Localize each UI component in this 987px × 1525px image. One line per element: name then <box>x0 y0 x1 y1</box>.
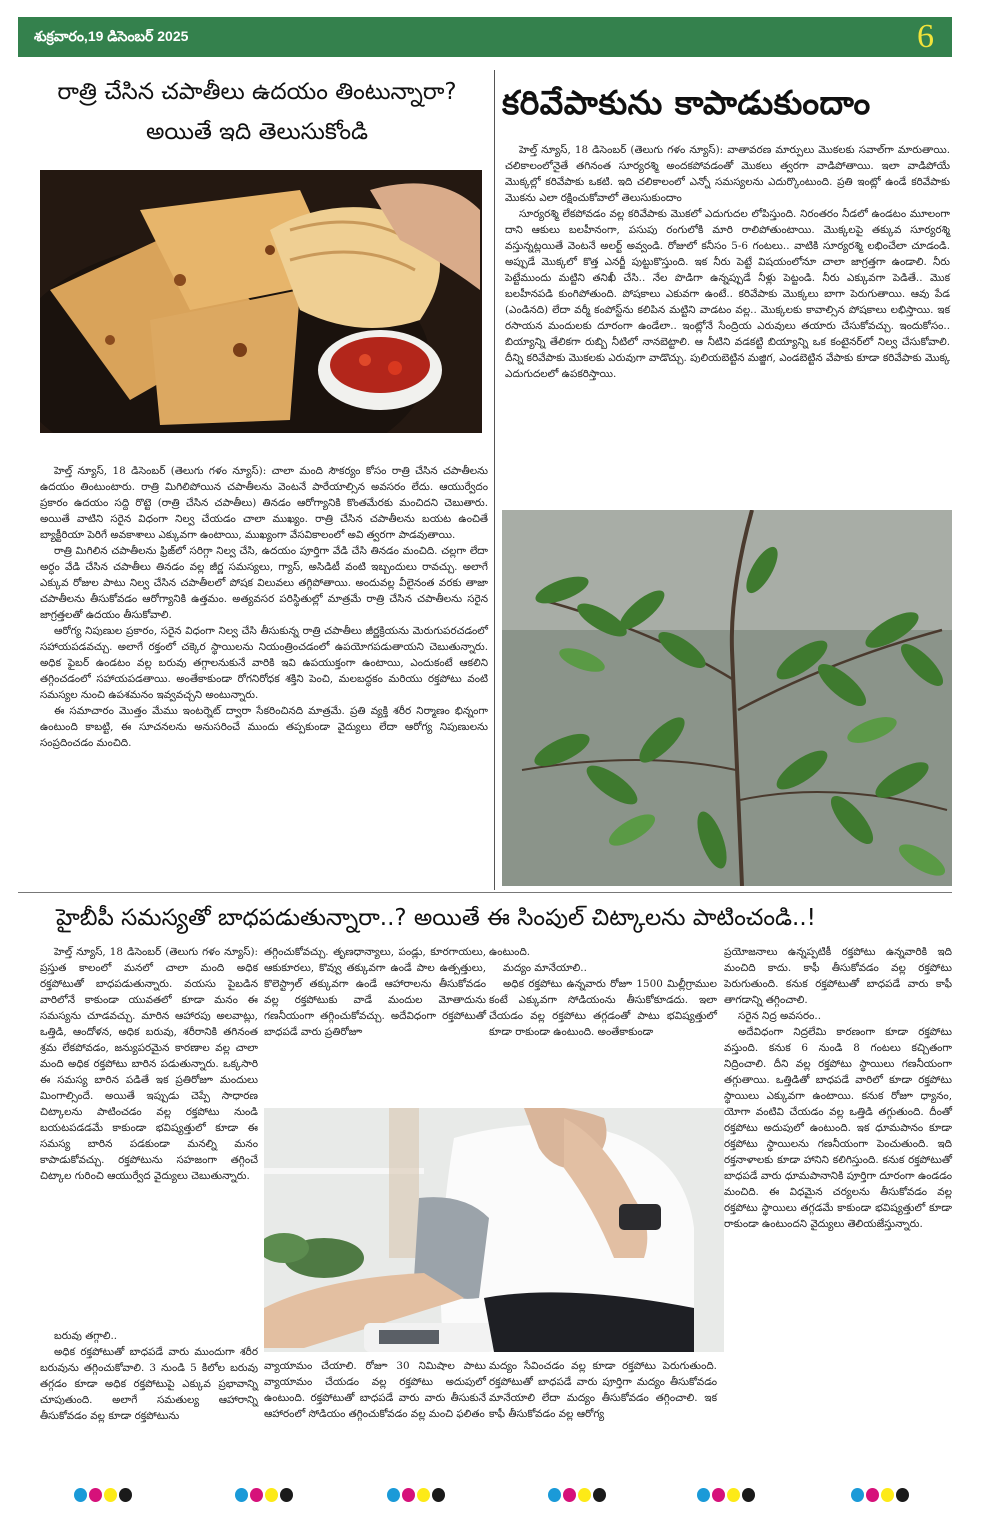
page-number: 6 <box>917 18 934 55</box>
paragraph: తగ్గించుకోవచ్చు. తృణధాన్యాలు, పండ్లు, కూరగాయలు, ఆకుకూరలు, కొవ్వు తక్కువగా ఉండే పాల ఉత్పత్తులు, కొలెస్ట్రాల్ తక్కువగా ఉండే ఆహారాలను తీసుకోవడం వల్ల రక్తపోటుకు వాడే మందుల మోతాదును గణనీయంగా తగ్గించుకోవచ్చు. అదేవిధంగా రక్తపోటుతో బాధపడే వారు ప్రతిరోజూ <box>264 946 486 1038</box>
cmyk-dots <box>851 1488 909 1502</box>
column-divider-vertical <box>494 70 495 890</box>
blood-pressure-image <box>264 1108 724 1352</box>
cmyk-dots <box>74 1488 132 1502</box>
article-left-headline <box>22 72 492 152</box>
paragraph: ఈ సమాచారం మొత్తం మేము ఇంటర్నెట్ ద్వారా సేకరించినది మాత్రమే. ప్రతి వ్యక్తి శరీర నిర్మాణం భిన్నంగా ఉంటుంది కాబట్టి, ఈ సూచనలను అనుసరించే ముందు తప్పకుండా వైద్యులు లేదా ఆరోగ్య నిపుణులను సంప్రదించడం మంచిది. <box>40 705 488 749</box>
subheading-alcohol: మద్యం మానేయాలి.. <box>503 962 587 974</box>
print-registration-marks <box>0 1488 987 1508</box>
paragraph: అధిక రక్తపోటుతో బాధపడే వారు ముందుగా శరీర బరువును తగ్గించుకోవాలి. 3 నుండి 5 కిలోల బరువు తగ్గడం కూడా అధిక రక్తపోటుపై ఎక్కువ ప్రభావాన్ని చూపుతుంది. అలాగే సమతుల్య ఆహారాన్ని తీసుకోవడం వల్ల కూడా రక్తపోటును <box>40 1346 258 1422</box>
paragraph: ప్రయోజనాలు ఉన్నప్పటికీ రక్తపోటు ఉన్నవారికి ఇది మంచిది కాదు. కాఫీ తీసుకోవడం వల్ల రక్తపోటు పెరుగుతుంది. కనుక రక్తపోటుతో బాధపడే వారు కాఫీ తాగడాన్ని తగ్గించాలి. <box>724 946 952 1006</box>
curry-leaves-image <box>502 510 952 886</box>
cmyk-dots <box>548 1488 606 1502</box>
headline-line-1: రాత్రి చేసిన చపాతీలు ఉదయం తింటున్నారా? <box>57 79 457 105</box>
article-left-body <box>40 463 488 751</box>
subheading-weight-loss: బరువు తగ్గాలి.. <box>54 1330 118 1342</box>
bp-column-2-lower <box>264 1358 486 1422</box>
bp-column-3 <box>489 944 717 1040</box>
paragraph: మద్యం సేవించడం వల్ల కూడా రక్తపోటు పెరుగుతుంది. రక్తపోటుతో బాధపడే వారు పూర్తిగా మద్యం తీసుకోవడం మానేయాలి లేదా మద్యం తీసుకోవడం తగ్గించాలి. ఇక కాఫీ తీసుకోవడం వల్ల ఆరోగ్య <box>489 1360 717 1420</box>
paragraph: ఉంటుంది. <box>489 946 531 958</box>
section-divider-horizontal <box>18 892 952 893</box>
paragraph: రాత్రి మిగిలిన చపాతీలను ఫ్రిజ్‌లో సరిగ్గా నిల్వ చేసి, ఉదయం పూర్తిగా వేడి చేసి తినడం మంచిది. చల్లగా లేదా అర్ధం వేడి చేసిన చపాతీలు తినడం వల్ల జీర్ణ సమస్యలు, గ్యాస్, అసిడిటీ వంటి ఇబ్బందులు రావచ్చు. అలాగే ఎక్కువ రోజుల పాటు నిల్వ చేసిన చపాతీలలో పోషక విలువలు తగ్గిపోతాయి. అందువల్ల వీలైనంత వరకు తాజా చపాతీలను తీసుకోవడం ఆరోగ్యానికి ఉత్తమం. అత్యవసర పరిస్థితుల్లో మాత్రమే రాత్రి చేసిన చపాతీలను సరైన జాగ్రత్తలతో ఉదయం తీసుకోవాలి. <box>40 545 488 621</box>
paragraph: సూర్యరశ్మి లేకపోవడం వల్ల కరివేపాకు మొకలో ఎదుగుదల లోపిస్తుంది. నిరంతరం నీడలో ఉండటం మూలంగా దాని ఆకులు బలహీనంగా, పసుపు రంగులోకి మారి రాలిపోతుంటాయి. మొక్కలపై తక్కువ సూర్యరశ్మి వస్తున్నట్లయితే వెంటనే అలర్ట్ అవ్వండి. రోజులో కనీసం 5-6 గంటలు.. వాటికి సూర్యరశ్మి లభించేలా చూడండి. అప్పుడే మొక్కలో కొత్త ఎనర్జీ పుట్టుకొస్తుంది. ఇక నీరు పెట్టే విషయంలోనూ చాలా జాగ్రత్తగా ఉండాలి. నీరు పెట్టేముందు మట్టిని తనిఖీ చేసి.. నేల పొడిగా ఉన్నప్పుడే నీళ్లు పెట్టండి. నీరు ఎక్కువగా పెడితే.. మొక బలహీనపడి కుంగిపోతుంది. పోషకాలు ఎకువగా ఉంటే.. కరివేపాకు మొక్కలు బాగా పెరుగుతాయి. ఆవు పేడ (ఎండినది) లేదా వర్మీ కంపోస్ట్‌ను కలిపిన మట్టిని వాడటం వల్ల.. మొక్కలకు కావాల్సిన పోషకాలు లభిస్తాయి. ఇక రసాయన మందులకు దూరంగా ఉండేలా.. ఇంట్లోనే సేంద్రియ ఎరువులు తయారు చేసుకోవచ్చు. ఇందుకోసం.. బియ్యాన్ని తేలికగా రుబ్బి నీటిలో నానబెట్టాలి. ఆ నీటిని వడకట్టి బియ్యాన్ని ఒక కంటైనర్‌లో నిల్వ చేసుకోవాలి. దీన్ని కరివేపాకు మొకలకు ఎరువుగా వాడొచ్చు. పులియబెట్టిన మజ్జిగ, ఎండబెట్టిన వేపాకు కూడా కరివేపాకు మొక్క ఎదుగుదలలో ఉపకరిస్తాయి. <box>505 208 950 380</box>
paragraph: హెల్త్ న్యూస్, 18 డిసెంబర్ (తెలుగు గళం న్యూస్): చాలా మంది సౌకర్యం కోసం రాత్రి చేసిన చపాతీలను ఉదయం తింటుంటారు. రాత్రి మిగిలిపోయిన చపాతీలను వెంటనే పారేయాల్సిన అవసరం లేదు. ఆయుర్వేదం ప్రకారం ఉదయం సద్ది రొట్టె (రాత్రి చేసిన చపాతీలు) తినడం ఆరోగ్యానికి కొంతమేరకు మంచిదని చెబుతారు. అయితే వాటిని సరైన విధంగా నిల్వ చేయడం చాలా ముఖ్యం. రాత్రి చేసిన చపాతీలను బయట ఉంచితే బ్యాక్టీరియా పెరిగే అవకాశాలు ఎక్కువగా ఉంటాయి, ముఖ్యంగా వేసవికాలంలో అవి త్వరగా పాడవుతాయి. <box>40 465 488 541</box>
paragraph: హెల్త్ న్యూస్, 18 డిసెంబర్ (తెలుగు గళం న్యూస్): వాతావరణ మార్పులు మొకలకు సవాల్‌గా మారుతాయి. చలికాలంలోనైతే తగినంత సూర్యరశ్మి అందకపోవడంతో మొకలు త్వరగా వాడిపోతాయి. ఇలా వాడిపోయే మొక్కల్లో కరివేపాకు ఒకటి. ఇది చలికాలంలో ఎన్నో సమస్యలను ఎదుర్కొంటుంది. ప్రతి ఇంట్లో ఉండే కరివేపాకు మొకను ఎలా రక్షించుకోవాలో తెలుసుకుందాం <box>505 144 950 204</box>
paragraph: హెల్త్ న్యూస్, 18 డిసెంబర్ (తెలుగు గళం న్యూస్): ప్రస్తుత కాలంలో మనలో చాలా మంది అధిక రక్తపోటుతో బాధపడుతున్నారు. వయసు పైబడిన వారిలోనే కాకుండా యువతలో కూడా మనం ఈ సమస్యను చూడవచ్చు. మారిన ఆహారపు అలవాట్లు, ఒత్తిడి, ఆందోళన, అధిక బరువు, శరీరానికి తగినంత శ్రమ లేకపోవడం, జన్యుపరమైన కారణాల వల్ల చాలా మంది అధిక రక్తపోటు బారిన పడుతున్నారు. ఒక్కసారి ఈ సమస్య బారిన పడితే ఇక ప్రతిరోజూ మందులు మింగాల్సిందే. అయితే ఇప్పుడు చెప్పే సాధారణ చిట్కాలను పాటించడం వల్ల రక్తపోటు నుండి బయటపడడమే కాకుండా భవిష్యత్తులో కూడా ఈ సమస్య బారిన పడకుండా మనల్ని మనం కాపాడుకోవచ్చు. రక్తపోటును సహజంగా తగ్గించే చిట్కాల గురించి ఆయుర్వేద వైద్యులు చెబుతున్నారు. <box>40 946 258 1182</box>
paragraph: ఆరోగ్య నిపుణుల ప్రకారం, సరైన విధంగా నిల్వ చేసి తీసుకున్న రాత్రి చపాతీలు జీర్ణక్రియను మెరుగుపరచడంలో సహాయపడవచ్చు. అలాగే రక్తంలో చక్కెర స్థాయిలను నియంత్రించడంలో ఉపయోగపడుతాయని చెబుతున్నారు. అధిక ఫైబర్ ఉండటం వల్ల బరువు తగ్గాలనుకునే వారికి ఇవి ఉపయుక్తంగా ఉంటాయి, ఎందుకంటే ఆకలిని తగ్గించడంలో సహాయపడతాయి. అంతేకాకుండా రోగనిరోధక శక్తిని పెంచి, మలబద్ధకం మరియు రక్తపోటు వంటి సమస్యల నుంచి ఉపశమనం ఇవ్వవచ్చని అంటున్నారు. <box>40 625 488 701</box>
paragraph: వ్యాయామం చేయాలి. రోజూ 30 నిమిషాల పాటు వ్యాయామం చేయడం వల్ల రక్తపోటు అదుపులో ఉంటుంది. రక్తపోటుతో బాధపడే వారు వారు తీసుకునే ఆహారంలో సోడియం తగ్గించుకోవడం వల్ల మంచి ఫలితం <box>264 1360 486 1420</box>
article-right-body <box>505 142 950 382</box>
bp-column-1-lower <box>40 1328 258 1424</box>
cmyk-dots <box>387 1488 445 1502</box>
bp-column-1 <box>40 944 258 1184</box>
blood-pressure-illustration <box>264 1108 724 1352</box>
curry-leaves-illustration <box>502 510 952 886</box>
masthead-bar <box>18 17 952 57</box>
chapati-image <box>40 170 482 433</box>
cmyk-dots <box>235 1488 293 1502</box>
paragraph: అధిక రక్తపోటు ఉన్నవారు రోజూ 1500 మిల్లీగ్రాముల కంటే ఎక్కువగా సోడియంను తీసుకోకూడదు. ఇలా చేయడం వల్ల రక్తపోటు తగ్గడంతో పాటు భవిష్యత్తులో కూడా రాకుండా ఉంటుంది. అంతేకాకుండా <box>489 978 717 1038</box>
bp-column-4 <box>724 944 952 1232</box>
cmyk-dots <box>697 1488 755 1502</box>
issue-date: శుక్రవారం,19 డిసెంబర్ 2025 <box>34 28 189 44</box>
chapati-illustration <box>40 170 482 433</box>
article-bottom-headline: హైబీపీ సమస్యతో బాధపడుతున్నారా..? అయితే ఈ సింపుల్ చిట్కాలను పాటించండి..! <box>56 905 816 931</box>
article-right-headline: కరివేపాకును కాపాడుకుందాం <box>502 83 871 122</box>
headline-line-2: అయితే ఇది తెలుసుకోండి <box>145 119 368 145</box>
paragraph: అదేవిధంగా నిద్రలేమి కారణంగా కూడా రక్తపోటు వస్తుంది. కనుక 6 నుండి 8 గంటలు కచ్చితంగా నిద్రించాలి. దీని వల్ల రక్తపోటు స్థాయిలు గణనీయంగా తగ్గుతాయి. ఒత్తిడితో బాధపడే వారిలో కూడా రక్తపోటు స్థాయిలు ఎక్కువగా ఉంటాయి. కనుక రోజూ ధ్యానం, యోగా వంటివి చేయడం వల్ల ఒత్తిడి తగ్గుతుంది. దీంతో రక్తపోటు అదుపులో ఉంటుంది. ఇక ధూమపానం కూడా రక్తపోటు స్థాయిలను గణనీయంగా పెంచుతుంది. ఇది రక్తనాళాలకు కూడా హానిని కలిగిస్తుంది. కనుక రక్తపోటుతో బాధపడే వారు ధూమపానానికి పూర్తిగా దూరంగా ఉండడం మంచిది. ఈ విధమైన చర్యలను తీసుకోవడం వల్ల రక్తపోటు స్థాయిలు తగ్గడమే కాకుండా భవిష్యత్తులో కూడా రాకుండా ఉంటుందని వైద్యులు తెలియజేస్తున్నారు. <box>724 1026 952 1230</box>
subheading-sleep: సరైన నిద్ర అవసరం.. <box>738 1010 822 1022</box>
bp-column-3-lower <box>489 1358 717 1422</box>
bp-column-2 <box>264 944 486 1040</box>
